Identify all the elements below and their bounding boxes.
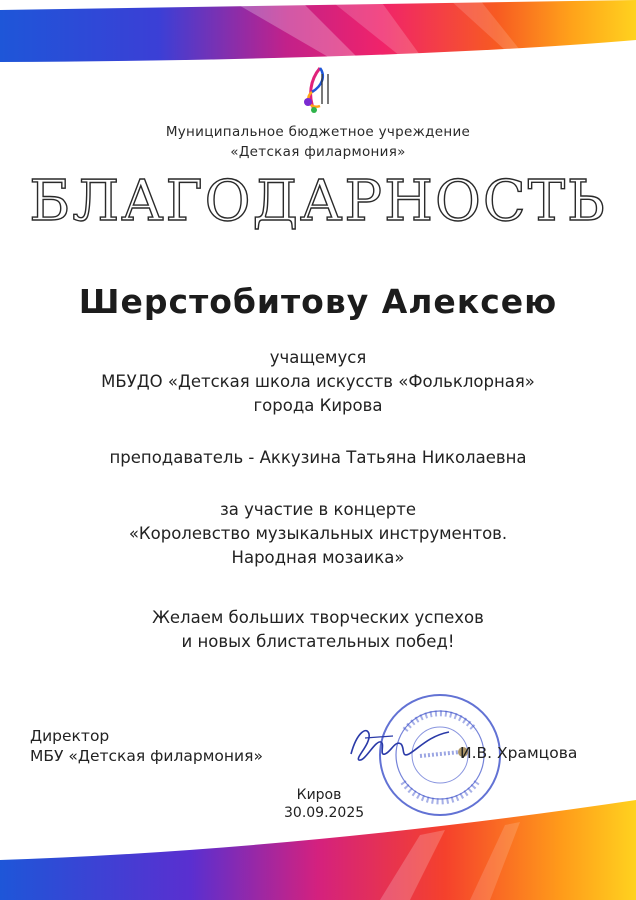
signature-icon bbox=[345, 718, 455, 768]
concert-line-1: за участие в концерте bbox=[220, 500, 416, 519]
teacher-line: преподаватель - Аккузина Татьяна Николаевна bbox=[109, 448, 527, 467]
concert-line-3: Народная мозаика» bbox=[231, 548, 405, 567]
student-line-1: учащемуся bbox=[269, 348, 367, 367]
concert-line-2: «Королевство музыкальных инструментов. bbox=[128, 524, 508, 543]
student-line-3: города Кирова bbox=[253, 396, 383, 415]
certificate-title: БЛАГОДАРНОСТЬ bbox=[29, 169, 607, 234]
signatory-name: И.В. Храмцова bbox=[460, 744, 578, 762]
signatory-position-line-1: Директор bbox=[30, 727, 110, 745]
top-decorative-band bbox=[0, 0, 636, 72]
signatory-position bbox=[30, 726, 263, 766]
organization-line-2: «Детская филармония» bbox=[230, 144, 406, 160]
organization-line-1: Муниципальное бюджетное учреждение bbox=[165, 124, 471, 140]
date: 30.09.2025 bbox=[284, 805, 365, 821]
wish-line-2: и новых блистательных побед! bbox=[181, 632, 455, 651]
place: Киров bbox=[296, 787, 342, 803]
place-and-date bbox=[284, 786, 365, 822]
signatory-position-line-2: МБУ «Детская филармония» bbox=[30, 747, 263, 765]
recipient-name: Шерстобитову Алексею bbox=[78, 282, 558, 321]
student-line-2: МБУДО «Детская школа искусств «Фольклорная» bbox=[101, 372, 535, 391]
philharmonic-logo-icon bbox=[296, 66, 340, 116]
wish-line-1: Желаем больших творческих успехов bbox=[152, 608, 484, 627]
